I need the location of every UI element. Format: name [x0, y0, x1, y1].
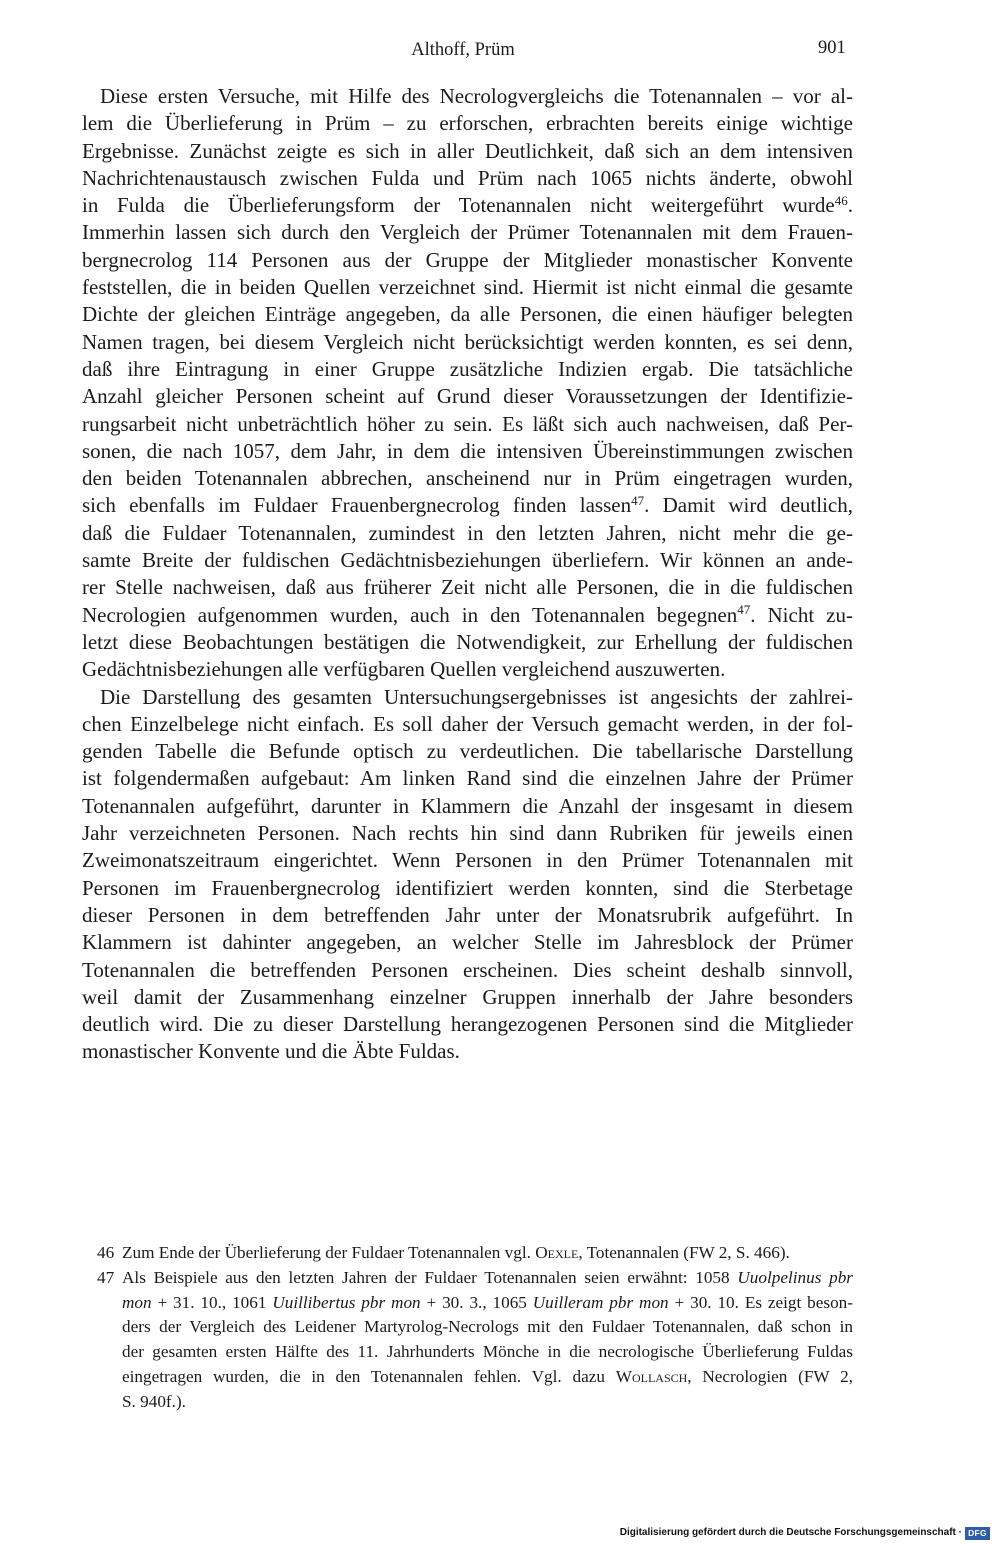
footnote-line: S. 940f.).	[122, 1391, 186, 1411]
body-line: genden Tabelle die Befunde optisch zu verdeutlichen. Die tabellarische Darstellung	[82, 739, 853, 764]
body-line: Klammern ist dahinter angegeben, an welcher Stelle im Jahresblock der Prümer	[82, 930, 853, 955]
running-head: Althoff, Prüm	[411, 40, 515, 60]
body-line: Totenannalen aufgeführt, darunter in Klammern die Anzahl der insgesamt in diesem	[82, 793, 853, 818]
text-segment: + 30. 3., 1065	[420, 1292, 533, 1312]
body-line: Ergebnisse. Zunächst zeigte es sich in aller Deutlichkeit, daß sich an dem intensiven	[82, 138, 853, 163]
body-line	[82, 492, 853, 519]
page-number: 901	[818, 38, 846, 58]
body-line: daß die Fuldaer Totenannalen, zumindest in den letzten Jahren, nicht mehr die ge-	[82, 520, 853, 545]
body-line: letzt diese Beobachtungen bestätigen die Notwendigkeit, zur Erhellung der fuldischen	[82, 629, 853, 654]
body-line: Namen tragen, bei diesem Vergleich nicht berücksichtigt werden konnten, es sei denn,	[82, 329, 853, 354]
text-segment: + 31. 10., 1061	[151, 1292, 273, 1312]
body-line: ist folgendermaßen aufgebaut: Am linken Rand sind die einzelnen Jahre der Prümer	[82, 766, 853, 791]
small-caps-name: Wollasch	[615, 1366, 688, 1386]
footnote	[97, 1241, 853, 1266]
footnote-reference: 46	[834, 193, 848, 209]
dfg-logo: DFG	[965, 1527, 990, 1540]
body-line: Personen im Frauenbergnecrolog identifiziert werden konnten, sind die Sterbetage	[82, 875, 853, 900]
body-line: lem die Überlieferung in Prüm – zu erforschen, erbrachten bereits einige wichtige	[82, 111, 853, 136]
body-line: Dichte der gleichen Einträge angegeben, da alle Personen, die einen häufiger belegten	[82, 302, 853, 327]
body-line: feststellen, die in beiden Quellen verzeichnet sind. Hiermit ist nicht einmal die gesamte	[82, 275, 853, 300]
body-line: weil damit der Zusammenhang einzelner Gruppen innerhalb der Jahre besonders	[82, 984, 853, 1009]
body-line: dieser Personen in dem betreffenden Jahr unter der Monatsrubrik aufgeführt. In	[82, 902, 853, 927]
italic-text: Uuolpelinus pbr	[737, 1267, 853, 1287]
footnote-text	[122, 1266, 853, 1415]
text-segment: . Damit wird deutlich,	[644, 493, 853, 518]
digitization-credit	[620, 1526, 990, 1540]
footnote-number: 46	[97, 1243, 115, 1262]
text-segment: .	[847, 193, 853, 218]
footnote	[97, 1266, 853, 1415]
italic-text: Uuilleram pbr mon	[532, 1292, 669, 1312]
italic-text: mon	[122, 1292, 152, 1312]
text-segment: + 30. 10. Es zeigt beson-	[668, 1292, 853, 1312]
credit-text: Digitalisierung gefördert durch die Deutsche Forschungsgemeinschaft ·	[619, 1527, 962, 1538]
footnote-line	[122, 1365, 853, 1390]
body-line: Die Darstellung des gesamten Untersuchungsergebnisses ist angesichts der zahlrei-	[100, 684, 853, 709]
body-line: chen Einzelbelege nicht einfach. Es soll daher der Versuch gemacht werden, in der fol-	[82, 711, 853, 736]
body-line: rer Stelle nachweisen, daß aus früherer Zeit nicht alle Personen, die in die fuldischen	[82, 575, 853, 600]
text-segment: . Nicht zu-	[750, 602, 853, 627]
text-segment: Necrologien aufgenommen wurden, auch in den Totenannalen begegnen	[82, 602, 738, 627]
body-line: Diese ersten Versuche, mit Hilfe des Necrologvergleichs die Totenannalen – vor al-	[100, 84, 853, 108]
body-line: Nachrichtenaustausch zwischen Fulda und Prüm nach 1065 nichts änderte, obwohl	[82, 165, 853, 190]
text-segment: , Totenannalen (FW 2, S. 466).	[578, 1243, 790, 1262]
footnote-line: ders der Vergleich des Leidener Martyrolog-Necrologs mit den Fuldaer Totenannalen, daß schon in	[122, 1317, 853, 1337]
body-line: bergnecrolog 114 Personen aus der Gruppe der Mitglieder monastischer Konvente	[82, 247, 853, 272]
body-line: Jahr verzeichneten Personen. Nach rechts hin sind dann Rubriken für jeweils einen	[82, 821, 853, 846]
footnote-number: 47	[97, 1267, 115, 1287]
footnote-line	[122, 1241, 853, 1266]
body-line: Anzahl gleicher Personen scheint auf Grund dieser Voraussetzungen der Identifizie-	[82, 384, 853, 409]
text-segment: sich ebenfalls im Fuldaer Frauenbergnecrolog finden lassen	[82, 493, 632, 518]
body-line: Zweimonatszeitraum eingerichtet. Wenn Personen in den Prümer Totenannalen mit	[82, 848, 853, 873]
body-line: Immerhin lassen sich durch den Vergleich der Prümer Totenannalen mit dem Frauen-	[82, 220, 853, 245]
body-line: samte Breite der fuldischen Gedächtnisbeziehungen überliefern. Wir können an ande-	[82, 548, 853, 573]
body-paragraph	[82, 83, 853, 684]
body-line: rungsarbeit nicht unbeträchtlich höher zu sein. Es läßt sich auch nachweisen, daß Per-	[82, 411, 853, 436]
body-line	[82, 602, 853, 629]
footnote-reference: 47	[737, 602, 751, 618]
body-paragraph	[82, 684, 853, 1066]
text-segment: eingetragen wurden, die in den Totenannalen fehlen. Vgl. dazu	[122, 1366, 616, 1386]
footnote-line	[122, 1291, 853, 1316]
footnote-line	[122, 1266, 853, 1291]
text-segment: Als Beispiele aus den letzten Jahren der Fuldaer Totenannalen seien erwähnt: 1058	[122, 1267, 738, 1287]
footnotes	[97, 1241, 853, 1415]
body-line: deutlich wird. Die zu dieser Darstellung herangezogenen Personen sind die Mitglieder	[82, 1012, 853, 1037]
text-segment: , Necrologien (FW 2,	[687, 1366, 853, 1386]
footnote-text	[122, 1241, 853, 1266]
text-segment: Zum Ende der Überlieferung der Fuldaer Totenannalen vgl.	[122, 1243, 536, 1262]
body-line: Gedächtnisbeziehungen alle verfügbaren Quellen vergleichend auszuwerten.	[82, 657, 726, 682]
body-line: sonen, die nach 1057, dem Jahr, in dem die intensiven Übereinstimmungen zwischen	[82, 438, 853, 463]
body-line: daß ihre Eintragung in einer Gruppe zusätzliche Indizien ergab. Die tatsächliche	[82, 356, 853, 381]
text-segment: in Fulda die Überlieferungsform der Totenannalen nicht weitergeführt wurde	[82, 193, 835, 218]
body-line	[82, 192, 853, 219]
main-text	[82, 83, 853, 1066]
italic-text: Uuillibertus pbr mon	[272, 1292, 421, 1312]
footnote-line: der gesamten ersten Hälfte des 11. Jahrhunderts Mönche in die necrologische Überlieferung Fuldas	[122, 1342, 853, 1362]
footnote-reference: 47	[631, 493, 645, 509]
body-line: monastischer Konvente und die Äbte Fuldas.	[82, 1039, 460, 1064]
small-caps-name: Oexle	[535, 1243, 579, 1262]
body-line: Totenannalen die betreffenden Personen erscheinen. Dies scheint deshalb sinnvoll,	[82, 957, 853, 982]
body-line: den beiden Totenannalen abbrechen, anscheinend nur in Prüm eingetragen wurden,	[82, 466, 853, 491]
